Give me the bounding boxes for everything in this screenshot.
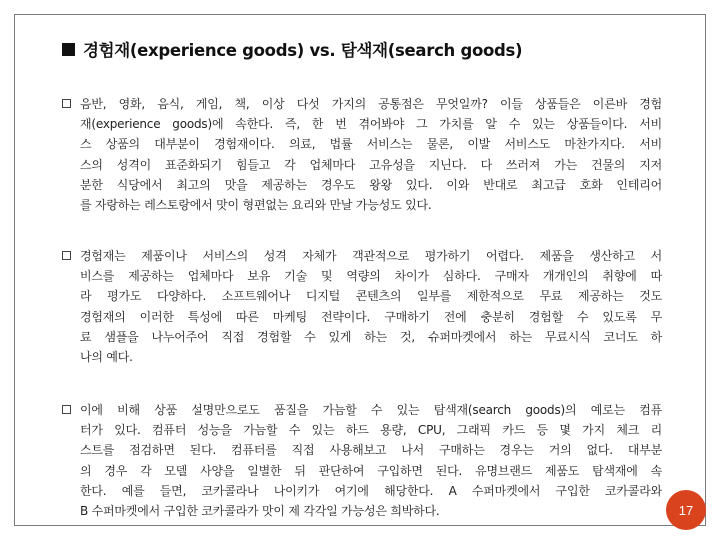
slide-title: 경험재(experience goods) vs. 탐색재(search goods) — [83, 41, 523, 60]
paragraph-line: 라 평가도 다양하다. 소프트웨어나 디지털 콘텐츠의 일부를 제한적으로 무료 제공하는 것도 — [80, 289, 662, 304]
paragraph-line: 료 샘플을 나누어주어 직접 경험할 수 있게 하는 것, 슈퍼마켓에서 하는 무료시식 코너도 하 — [80, 329, 662, 344]
checkbox-bullet-icon — [62, 99, 71, 108]
slide-title-row — [62, 36, 522, 62]
paragraph-line: 나의 예다. — [80, 350, 133, 365]
paragraph-line: 스 상품의 대부분이 경험재이다. 의료, 법률 서비스는 물론, 이발 서비스도 마찬가지다. 서비 — [80, 137, 662, 152]
checkbox-bullet-icon — [62, 251, 71, 260]
paragraph-line: 분한 식당에서 최고의 맛을 제공하는 경우도 왕왕 있다. 이와 반대로 최고급 호화 인테리어 — [80, 177, 662, 192]
paragraph-2 — [62, 246, 662, 367]
paragraph-line: 스트를 점검하면 된다. 컴퓨터를 직접 사용해보고 나서 구매하는 경우는 거의 없다. 대부분 — [80, 443, 662, 458]
paragraph-line: 이에 비해 상품 설명만으로도 품질을 가늠할 수 있는 탐색재(search goods)의 예로는 컴퓨 — [80, 403, 662, 417]
page-number-badge: 17 — [666, 490, 706, 530]
paragraph-line: 의 경우 각 모델 사양을 일별한 뒤 판단하여 구입하면 된다. 유명브랜드 제품도 탐색재에 속 — [80, 463, 662, 478]
paragraph-line: 비스를 제공하는 업체마다 보유 기술 및 역량의 차이가 심하다. 구매자 개개인의 취향에 따 — [80, 269, 662, 284]
paragraph-line: 터가 있다. 컴퓨터 성능을 가늠할 수 있는 하드 용량, CPU, 그래픽 카드 등 몇 가지 체크 리 — [80, 423, 662, 438]
paragraph-line: B 수퍼마켓에서 구입한 코카콜라가 맛이 제 각각일 가능성은 희박하다. — [80, 504, 440, 519]
paragraph-line: 스의 성격이 표준화되기 힘들고 각 업체마다 고유성을 지닌다. 다 쓰러져 가는 건물의 지저 — [80, 157, 662, 172]
paragraph-line: 경험재는 제품이나 서비스의 성격 자체가 객관적으로 평가하기 어렵다. 제품을 생산하고 서 — [80, 249, 662, 263]
paragraph-line: 한다. 예를 들면, 코카콜라나 나이키가 여기에 해당한다. A 수퍼마켓에서 구입한 코카콜라와 — [80, 483, 662, 498]
title-square-icon — [62, 43, 75, 56]
checkbox-bullet-icon — [62, 405, 71, 414]
paragraph-line: 재(experience goods)에 속한다. 즉, 한 번 겪어봐야 그 가치를 알 수 있는 상품들이다. 서비 — [80, 117, 662, 132]
paragraph-3 — [62, 400, 662, 521]
paragraph-line: 음반, 영화, 음식, 게임, 책, 이상 다섯 가지의 공통점은 무엇일까? 이들 상품들은 이른바 경험 — [80, 97, 662, 111]
paragraph-line: 를 자랑하는 레스토랑에서 맛이 형편없는 요리와 만날 가능성도 있다. — [80, 198, 432, 213]
paragraph-line: 경험재의 이러한 특성에 따른 마케팅 전략이다. 구매하기 전에 충분히 경험할 수 있도록 무 — [80, 309, 662, 324]
paragraph-1 — [62, 94, 662, 215]
